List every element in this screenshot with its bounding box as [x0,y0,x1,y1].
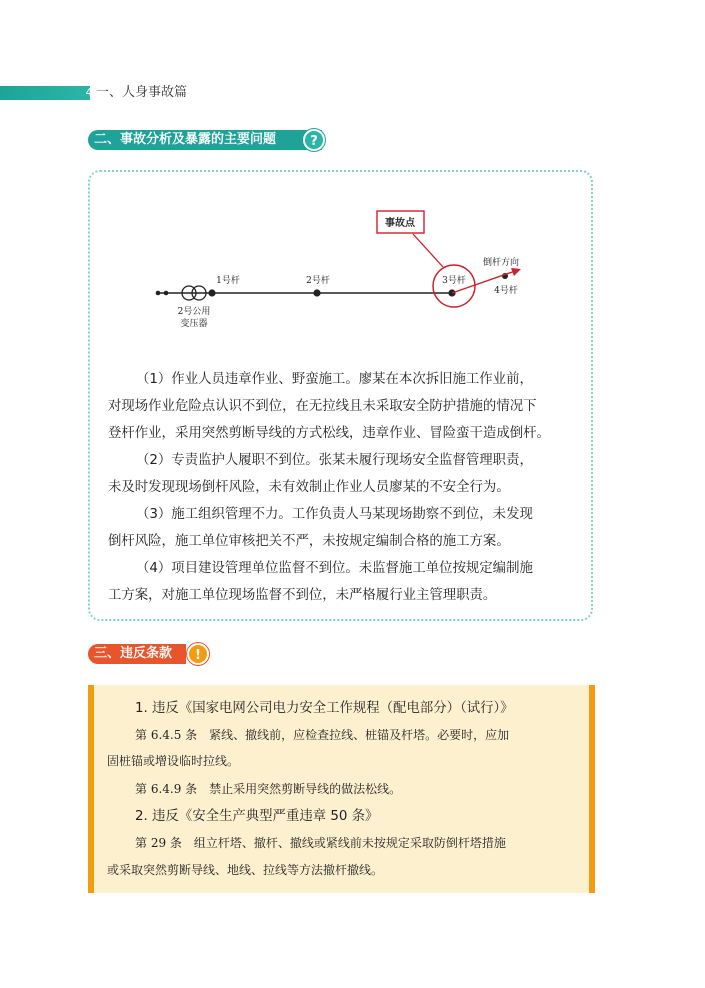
transformer-label-1: 2号公用 [177,307,211,317]
pole-1 [208,289,215,296]
pole-2-label: 2号杆 [306,276,330,286]
analysis-line: （2）专责监护人履职不到位。张某未履行现场安全监督管理职责， [136,453,533,468]
violation-1-title: 1. 违反《国家电网公司电力安全工作规程（配电部分）（试行）》 [135,701,514,716]
pole-2 [313,289,320,296]
chapter-title: 一、人身事故篇 [96,85,188,100]
analysis-line: 对现场作业危险点认识不到位，在无拉线且未采取安全防护措施的情况下 [108,399,537,414]
violation-2-article-cont: 或采取突然剪断导线、地线、拉线等方法撤杆撤线。 [107,863,384,877]
analysis-line: 工方案，对施工单位现场监督不到位，未严格履行业主管理职责。 [108,588,497,603]
pole-3-label: 3号杆 [442,276,466,286]
accident-label: 事故点 [385,218,415,229]
section2-heading: 二、事故分析及暴露的主要问题 [88,130,322,150]
page-number: 4 [85,86,93,99]
question-icon: ? [303,129,325,151]
pole-1-label: 1号杆 [216,276,240,286]
violation-1-article-a: 第 6.4.5 条 紧线、撤线前，应检查拉线、桩锚及杆塔。必要时，应加 [135,728,510,742]
analysis-line: （3）施工组织管理不力。工作负责人马某现场勘察不到位，未发现 [136,507,533,522]
analysis-line: （1）作业人员违章作业、野蛮施工。廖某在本次拆旧施工作业前， [136,372,533,387]
pole-4-label: 4号杆 [494,286,518,296]
transformer-label-2: 变压器 [180,319,208,329]
violation-2-title: 2. 违反《安全生产典型严重违章 50 条》 [135,809,379,824]
analysis-line: 未及时发现现场倒杆风险，未有效制止作业人员廖某的不安全行为。 [108,480,510,495]
section3-heading: 三、违反条款 [88,644,186,664]
analysis-line: 登杆作业，采用突然剪断导线的方式松线，违章作业、冒险蛮干造成倒杆。 [108,426,550,441]
analysis-line: 倒杆风险，施工单位审核把关不严，未按规定编制合格的施工方案。 [108,534,510,549]
alert-icon: ! [187,643,209,665]
direction-label: 倒杆方向 [482,258,520,268]
analysis-line: （4）项目建设管理单位监督不到位。未监督施工单位按规定编制施 [136,561,533,576]
accident-circle [433,265,475,307]
violation-1-article-b: 第 6.4.9 条 禁止采用突然剪断导线的做法松线。 [135,782,402,796]
violation-2-article: 第 29 条 组立杆塔、撤杆、撤线或紧线前未按规定采取防倒杆塔措施 [135,836,506,850]
violation-1-article-a-cont: 固桩锚或增设临时拉线。 [107,754,240,768]
